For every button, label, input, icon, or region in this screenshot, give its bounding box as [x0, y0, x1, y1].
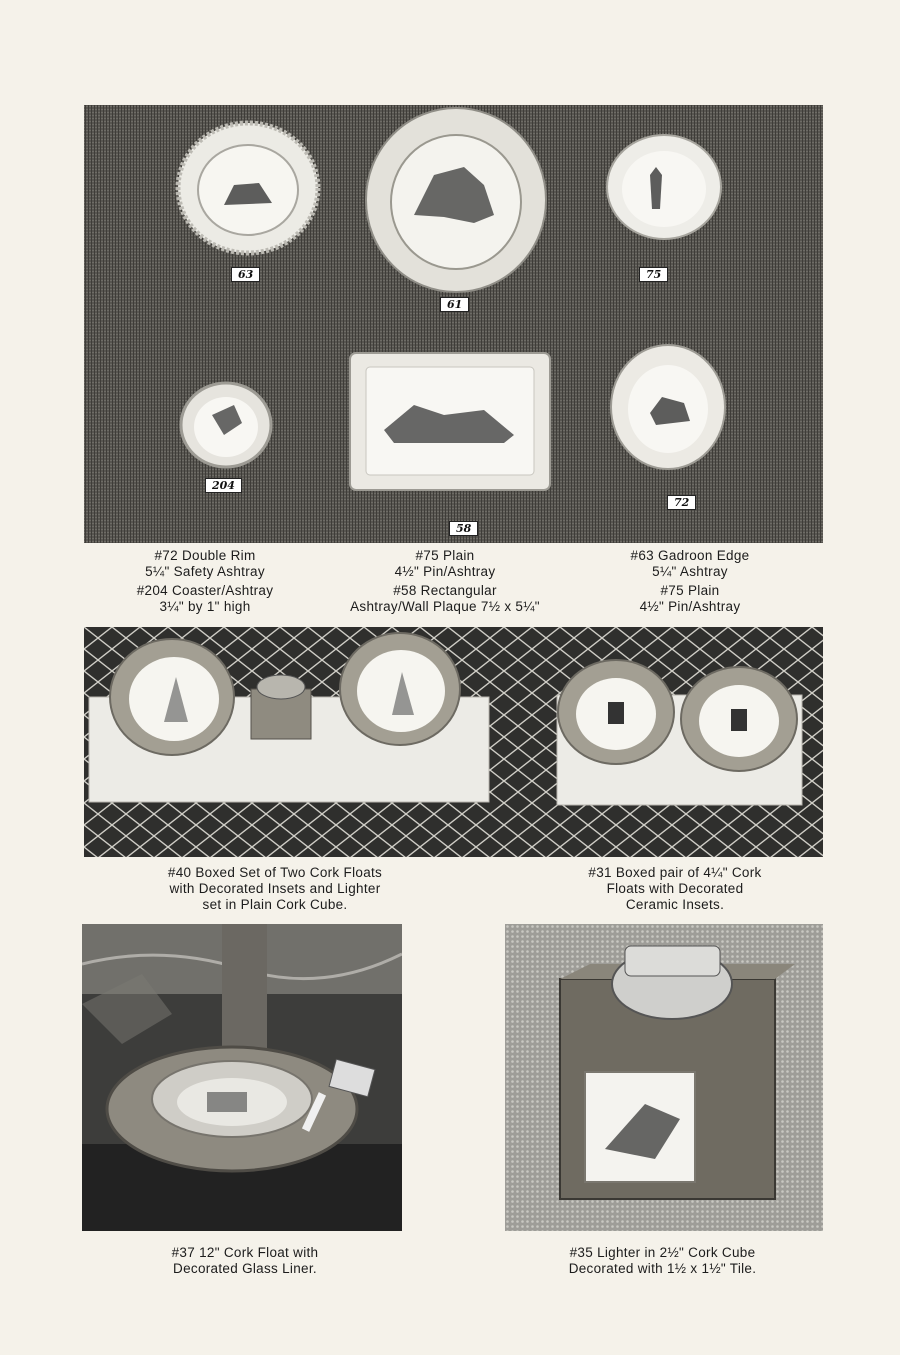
caption-35 [530, 1245, 795, 1277]
caption-line: Ashtray/Wall Plaque 7½ x 5¼" [350, 599, 540, 614]
caption-line: #75 Plain [415, 548, 475, 563]
caption-line: #40 Boxed Set of Two Cork Floats [167, 865, 383, 880]
tag-72: 72 [667, 495, 696, 510]
caption-line: #75 Plain [660, 583, 720, 598]
caption-line: Decorated Glass Liner. [173, 1261, 317, 1276]
caption-line: Floats with Decorated [606, 881, 744, 896]
boxed-cork-floats-photo [84, 627, 823, 857]
cork-float-glass-liner-photo [82, 924, 402, 1231]
caption-line: 4½" Pin/Ashtray [639, 599, 741, 614]
caption-line: Decorated with 1½ x 1½" Tile. [568, 1261, 757, 1276]
cork-float-glass-liner-image [82, 924, 402, 1231]
caption-line: with Decorated Insets and Lighter [169, 881, 381, 896]
tag-63: 63 [231, 267, 260, 282]
boxed-cork-floats-image [84, 627, 823, 857]
caption-line: #35 Lighter in 2½" Cork Cube [569, 1245, 756, 1260]
caption-31 [540, 865, 810, 913]
caption-line: 5¼" Safety Ashtray [145, 564, 265, 579]
caption-63-and-75 [590, 548, 790, 615]
caption-line: #31 Boxed pair of 4¼" Cork [588, 865, 762, 880]
caption-line: 4½" Pin/Ashtray [394, 564, 496, 579]
ashtray-collection-image [84, 105, 823, 543]
caption-line: #37 12" Cork Float with [171, 1245, 319, 1260]
caption-line: #58 Rectangular [393, 583, 497, 598]
tag-58: 58 [449, 521, 478, 536]
caption-37 [120, 1245, 370, 1277]
caption-line: 3¼" by 1" high [159, 599, 251, 614]
caption-line: #204 Coaster/Ashtray [136, 583, 274, 598]
caption-line: Ceramic Insets. [625, 897, 725, 912]
caption-line: #72 Double Rim [154, 548, 256, 563]
tag-61: 61 [440, 297, 469, 312]
caption-72-and-204 [100, 548, 310, 615]
caption-line: 5¼" Ashtray [652, 564, 728, 579]
lighter-cork-cube-photo [505, 924, 823, 1231]
tag-204: 204 [205, 478, 242, 493]
ashtray-collection-photo [84, 105, 823, 543]
caption-line: set in Plain Cork Cube. [202, 897, 348, 912]
lighter-cork-cube-image [505, 924, 823, 1231]
caption-line: #63 Gadroon Edge [630, 548, 750, 563]
caption-40 [130, 865, 420, 913]
tag-75: 75 [639, 267, 668, 282]
caption-75-and-58 [320, 548, 570, 615]
